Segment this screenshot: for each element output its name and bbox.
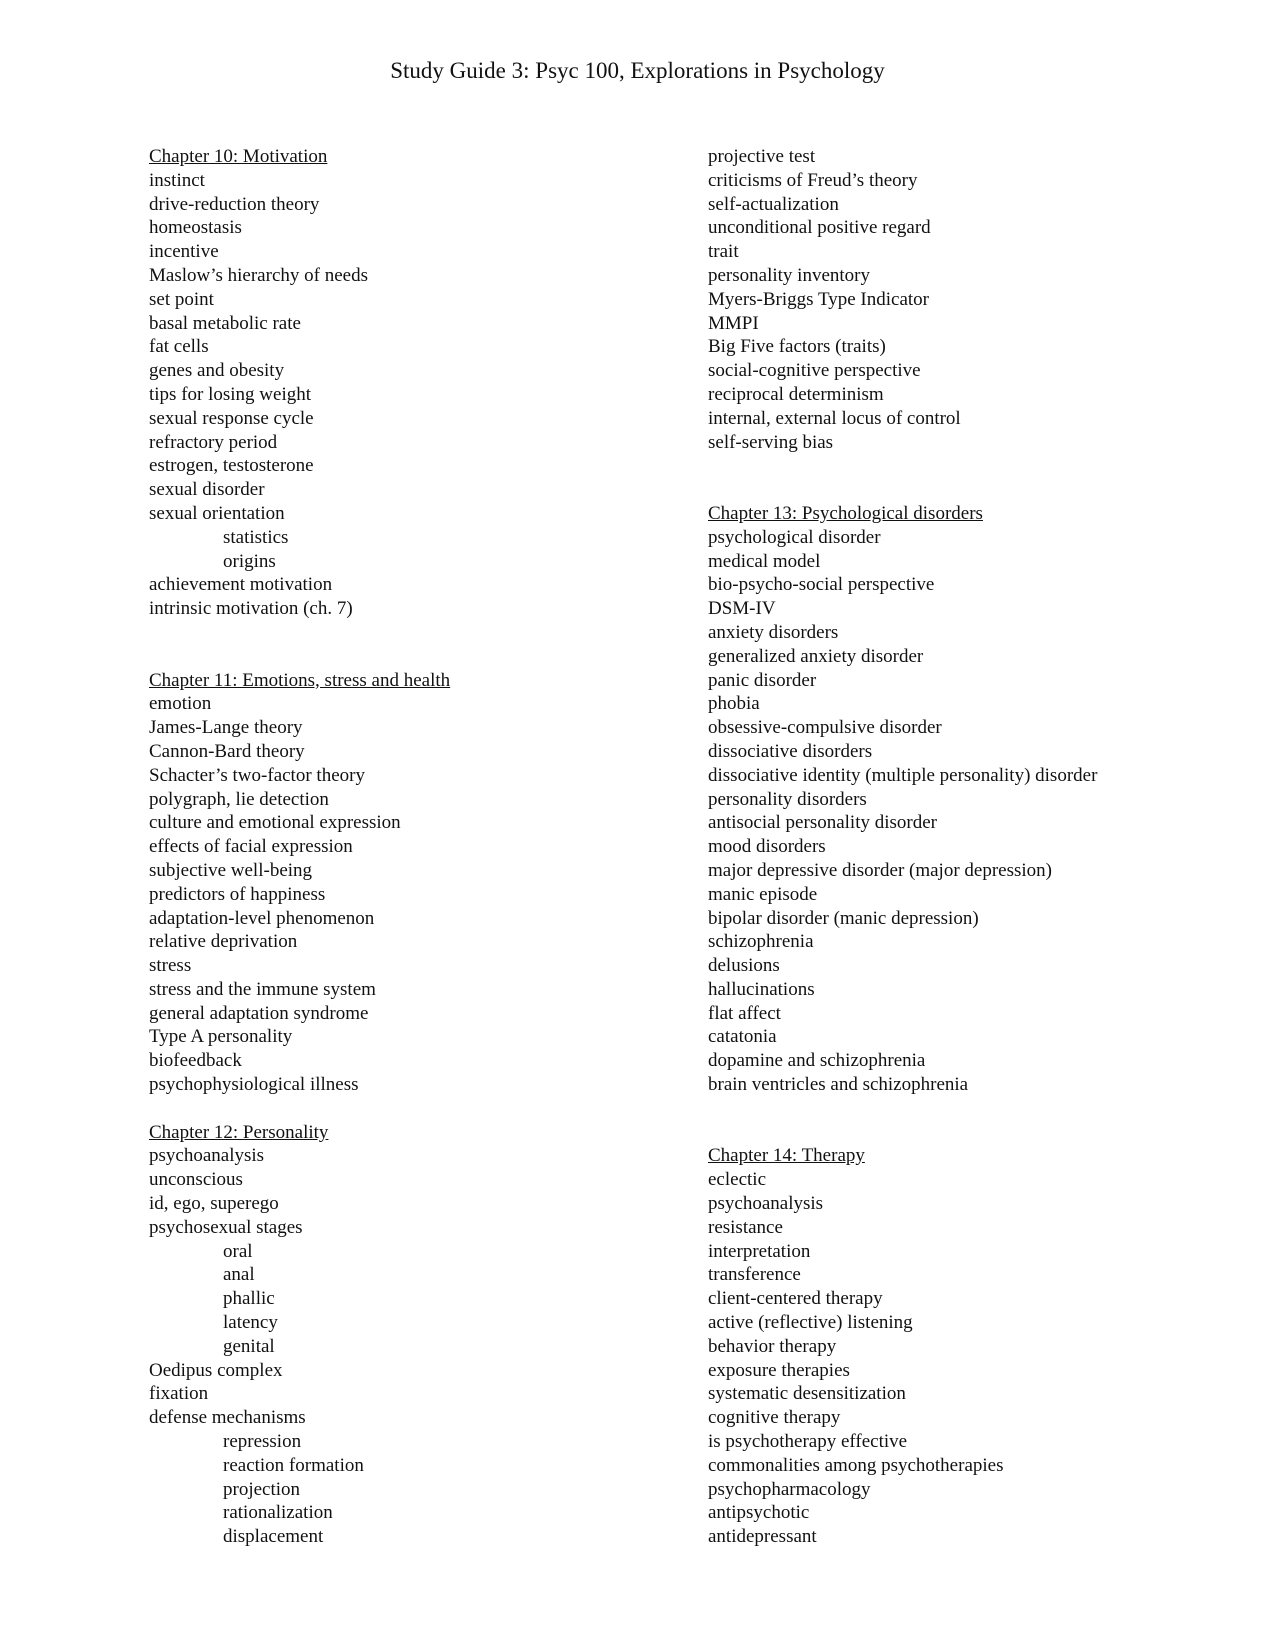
term: systematic desensitization xyxy=(708,1383,906,1405)
term: generalized anxiety disorder xyxy=(708,645,924,667)
term: commonalities among psychotherapies xyxy=(708,1454,1004,1476)
term: Oedipus complex xyxy=(149,1359,283,1381)
sub-term: repression xyxy=(223,1431,302,1453)
sub-term: statistics xyxy=(223,526,289,548)
term: basal metabolic rate xyxy=(149,312,301,334)
term: Cannon-Bard theory xyxy=(149,740,305,762)
sub-term: genital xyxy=(223,1335,275,1357)
left-column xyxy=(149,145,669,1549)
chapter-heading: Chapter 14: Therapy xyxy=(708,1145,865,1167)
term: psychoanalysis xyxy=(708,1193,824,1215)
term: anxiety disorders xyxy=(708,621,839,643)
term: is psychotherapy effective xyxy=(708,1431,908,1453)
term: sexual response cycle xyxy=(149,407,314,429)
term: self-actualization xyxy=(708,193,839,215)
term: self-serving bias xyxy=(708,431,834,453)
right-column xyxy=(708,145,1268,1549)
term: Maslow’s hierarchy of needs xyxy=(149,264,368,286)
term: brain ventricles and schizophrenia xyxy=(708,1074,969,1096)
term: dissociative disorders xyxy=(708,740,873,762)
term: sexual disorder xyxy=(149,479,265,501)
term: resistance xyxy=(708,1216,783,1238)
spacer xyxy=(149,1097,669,1121)
term: set point xyxy=(149,288,214,310)
spacer xyxy=(149,645,669,669)
sub-term: latency xyxy=(223,1312,278,1334)
term: manic episode xyxy=(708,883,818,905)
chapter-heading: Chapter 11: Emotions, stress and health xyxy=(149,669,451,691)
spacer xyxy=(149,621,669,645)
chapter-heading: Chapter 12: Personality xyxy=(149,1121,329,1143)
term: fat cells xyxy=(149,336,209,358)
term: instinct xyxy=(149,169,205,191)
term: fixation xyxy=(149,1383,209,1405)
term: DSM-IV xyxy=(708,598,776,620)
term: flat affect xyxy=(708,1002,781,1024)
term: sexual orientation xyxy=(149,502,285,524)
term: social-cognitive perspective xyxy=(708,360,921,382)
term: biofeedback xyxy=(149,1050,242,1072)
term: panic disorder xyxy=(708,669,817,691)
term: predictors of happiness xyxy=(149,883,326,905)
term: projective test xyxy=(708,146,816,167)
term: psychophysiological illness xyxy=(149,1074,359,1096)
term: bio-psycho-social perspective xyxy=(708,574,935,596)
term: general adaptation syndrome xyxy=(149,1002,369,1024)
term: homeostasis xyxy=(149,217,242,239)
spacer xyxy=(708,478,1268,502)
spacer xyxy=(708,1121,1268,1145)
term: Myers-Briggs Type Indicator xyxy=(708,288,929,310)
term: unconscious xyxy=(149,1169,243,1191)
sub-term: displacement xyxy=(223,1526,324,1548)
term: active (reflective) listening xyxy=(708,1312,913,1334)
sub-term: origins xyxy=(223,550,276,572)
term: id, ego, superego xyxy=(149,1193,279,1215)
term: emotion xyxy=(149,693,212,715)
term: phobia xyxy=(708,693,760,715)
term: relative deprivation xyxy=(149,931,298,953)
term: antidepressant xyxy=(708,1526,817,1548)
term: eclectic xyxy=(708,1169,767,1191)
term: schizophrenia xyxy=(708,931,814,953)
sub-term: phallic xyxy=(223,1288,275,1310)
term: personality disorders xyxy=(708,788,867,810)
term: dopamine and schizophrenia xyxy=(708,1050,926,1072)
term: internal, external locus of control xyxy=(708,407,961,429)
term: refractory period xyxy=(149,431,278,453)
term: psychosexual stages xyxy=(149,1216,303,1238)
term: cognitive therapy xyxy=(708,1407,841,1429)
page-title: Study Guide 3: Psyc 100, Explorations in Psychology xyxy=(390,58,885,83)
term: psychological disorder xyxy=(708,526,881,548)
term: defense mechanisms xyxy=(149,1407,306,1429)
term: MMPI xyxy=(708,312,759,334)
term: personality inventory xyxy=(708,264,870,286)
term: bipolar disorder (manic depression) xyxy=(708,907,979,929)
term: hallucinations xyxy=(708,978,815,1000)
term: Schacter’s two-factor theory xyxy=(149,764,365,786)
chapter-heading: Chapter 13: Psychological disorders xyxy=(708,502,983,524)
sub-term: rationalization xyxy=(223,1502,333,1524)
term: stress xyxy=(149,955,192,977)
sub-term: oral xyxy=(223,1240,253,1262)
chapter-heading: Chapter 10: Motivation xyxy=(149,146,328,167)
term: psychopharmacology xyxy=(708,1478,871,1500)
term: transference xyxy=(708,1264,801,1286)
term: trait xyxy=(708,241,739,263)
term: medical model xyxy=(708,550,821,572)
term: polygraph, lie detection xyxy=(149,788,329,810)
term: delusions xyxy=(708,955,780,977)
sub-term: anal xyxy=(223,1264,255,1286)
term: obsessive-compulsive disorder xyxy=(708,717,942,739)
term: culture and emotional expression xyxy=(149,812,401,834)
term: effects of facial expression xyxy=(149,836,353,858)
term: Big Five factors (traits) xyxy=(708,336,886,358)
term: estrogen, testosterone xyxy=(149,455,314,477)
term: Type A personality xyxy=(149,1026,293,1048)
term: stress and the immune system xyxy=(149,978,376,1000)
term: reciprocal determinism xyxy=(708,383,884,405)
term: behavior therapy xyxy=(708,1335,837,1357)
term: major depressive disorder (major depression) xyxy=(708,859,1053,881)
term: antisocial personality disorder xyxy=(708,812,937,834)
term: genes and obesity xyxy=(149,360,285,382)
spacer xyxy=(708,454,1268,478)
term: unconditional positive regard xyxy=(708,217,931,239)
term: James-Lange theory xyxy=(149,717,303,739)
sub-term: reaction formation xyxy=(223,1454,364,1476)
term: subjective well-being xyxy=(149,859,313,881)
term: client-centered therapy xyxy=(708,1288,883,1310)
term: tips for losing weight xyxy=(149,383,312,405)
term: achievement motivation xyxy=(149,574,333,596)
sub-term: projection xyxy=(223,1478,301,1500)
term: incentive xyxy=(149,241,219,263)
term: catatonia xyxy=(708,1026,777,1048)
term: antipsychotic xyxy=(708,1502,810,1524)
term: exposure therapies xyxy=(708,1359,850,1381)
term: drive-reduction theory xyxy=(149,193,320,215)
term: interpretation xyxy=(708,1240,811,1262)
term: dissociative identity (multiple personality) disorder xyxy=(708,764,1098,786)
term: psychoanalysis xyxy=(149,1145,265,1167)
term: criticisms of Freud’s theory xyxy=(708,169,918,191)
term: adaptation-level phenomenon xyxy=(149,907,375,929)
spacer xyxy=(708,1097,1268,1121)
term: mood disorders xyxy=(708,836,826,858)
term: intrinsic motivation (ch. 7) xyxy=(149,598,353,620)
